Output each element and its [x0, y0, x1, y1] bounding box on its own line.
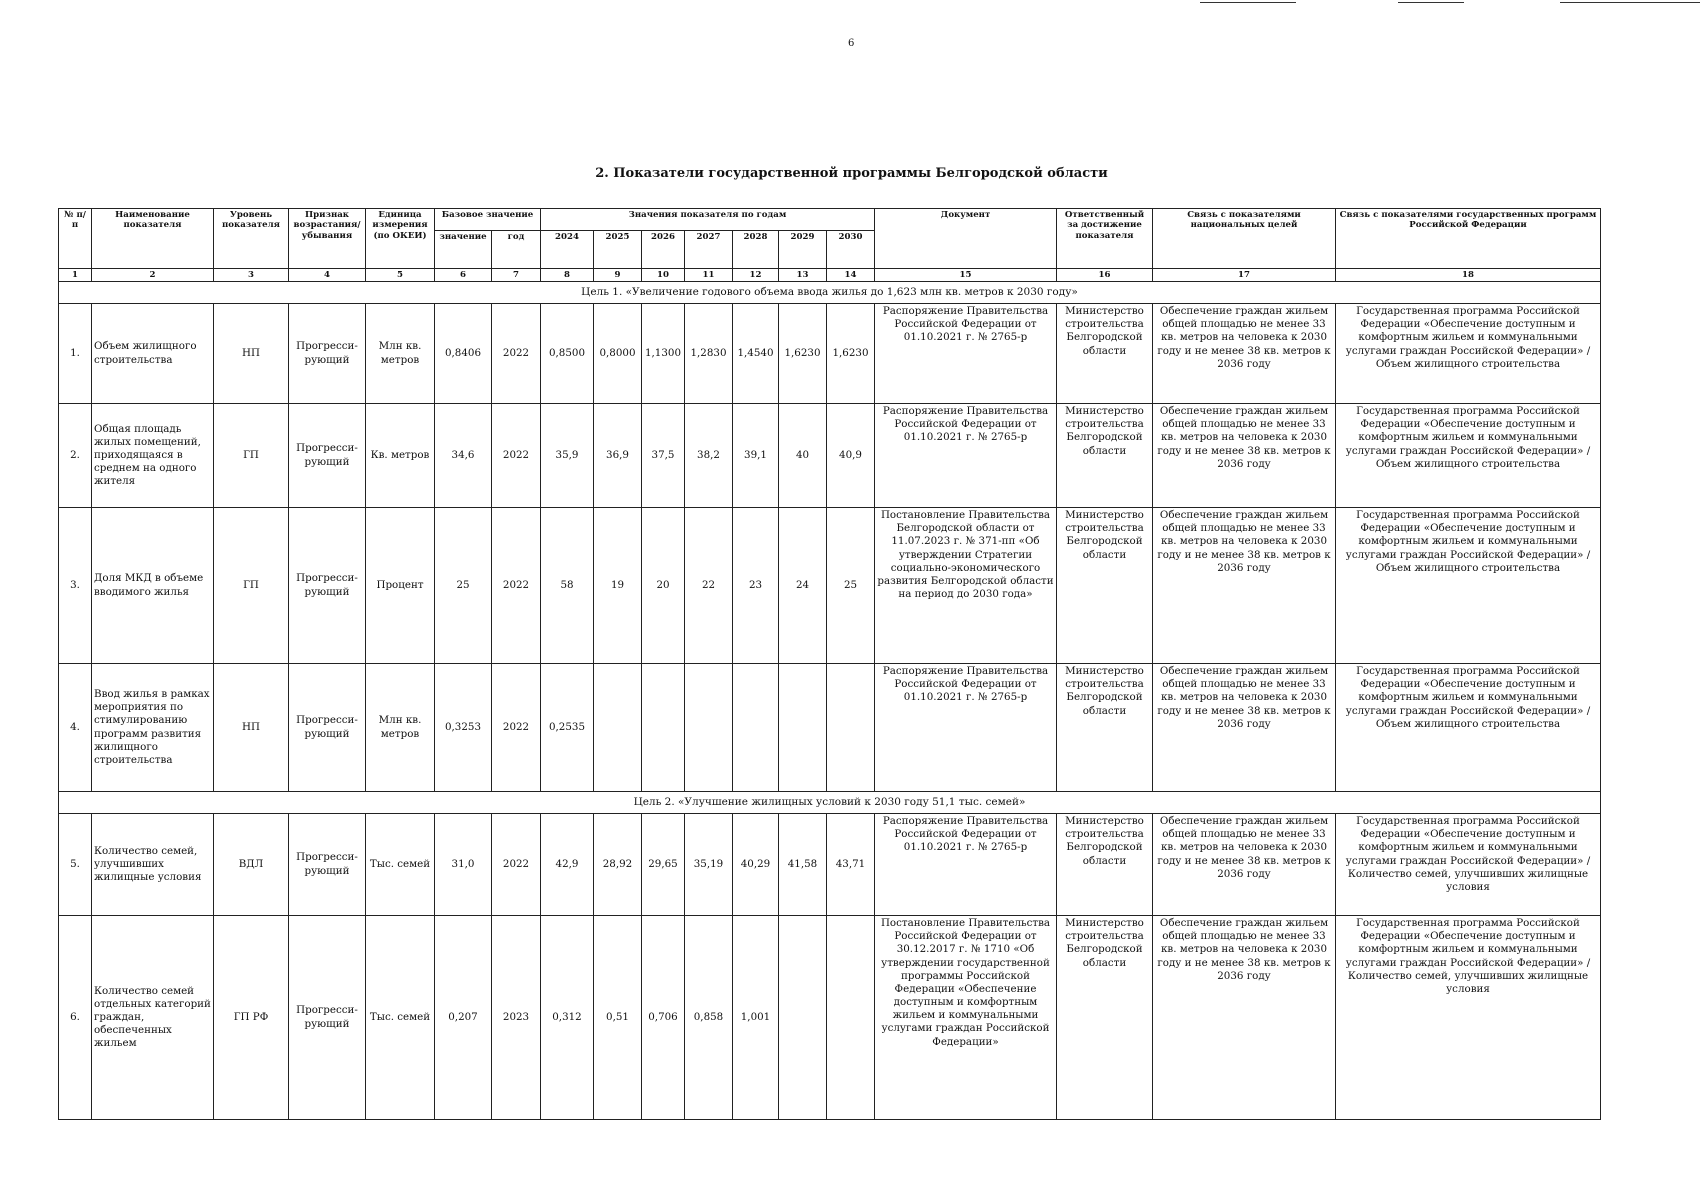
cell-national: Обеспечение граждан жильем общей площадью не менее 33 кв. метров на человека к 2030 году и не менее 38 кв. метров к 2036 году: [1153, 304, 1336, 404]
cell-num: 2.: [59, 404, 92, 508]
column-number: 5: [366, 269, 435, 282]
cell-document: Распоряжение Правительства Российской Федерации от 01.10.2021 г. № 2765-р: [875, 814, 1057, 916]
cell-national: Обеспечение граждан жильем общей площадью не менее 33 кв. метров на человека к 2030 году и не менее 38 кв. метров к 2036 году: [1153, 664, 1336, 792]
cell-value: 38,2: [685, 404, 733, 508]
cell-base-value: 34,6: [435, 404, 492, 508]
cell-base-year: 2023: [492, 916, 541, 1120]
column-numbers-row: [59, 269, 1601, 282]
cell-value: 43,71: [827, 814, 875, 916]
cell-trend: Прогресси-рующий: [289, 304, 366, 404]
cell-num: 1.: [59, 304, 92, 404]
cell-trend: Прогресси-рующий: [289, 814, 366, 916]
column-number: 7: [492, 269, 541, 282]
cell-value: [594, 664, 642, 792]
column-number: 1: [59, 269, 92, 282]
cell-document: Распоряжение Правительства Российской Федерации от 01.10.2021 г. № 2765-р: [875, 404, 1057, 508]
cell-value: 35,19: [685, 814, 733, 916]
cell-base-year: 2022: [492, 404, 541, 508]
cell-responsible: Министерство строительства Белгородской области: [1057, 404, 1153, 508]
header-year: 2029: [779, 231, 827, 269]
cell-federal: Государственная программа Российской Федерации «Обеспечение доступным и комфортным жильем и коммунальными услугами граждан Российской Федерации» / Объем жилищного строительства: [1336, 304, 1601, 404]
header-name: Наименование показателя: [92, 209, 214, 269]
header-line: [1200, 2, 1296, 3]
header-base-year: год: [492, 231, 541, 269]
header-num: № п/п: [59, 209, 92, 269]
cell-trend: Прогресси-рующий: [289, 916, 366, 1120]
header-base: Базовое значение: [435, 209, 541, 231]
page-title: 2. Показатели государственной программы Белгородской области: [595, 166, 1108, 181]
cell-num: 5.: [59, 814, 92, 916]
cell-value: 1,1300: [642, 304, 685, 404]
column-number: 2: [92, 269, 214, 282]
cell-name: Доля МКД в объеме вводимого жилья: [92, 508, 214, 664]
column-number: 15: [875, 269, 1057, 282]
header-year: 2025: [594, 231, 642, 269]
column-number: 17: [1153, 269, 1336, 282]
cell-value: 28,92: [594, 814, 642, 916]
cell-responsible: Министерство строительства Белгородской области: [1057, 304, 1153, 404]
table-row: [59, 916, 1601, 1120]
header-unit: Единица измерения (по ОКЕИ): [366, 209, 435, 269]
cell-national: Обеспечение граждан жильем общей площадью не менее 33 кв. метров на человека к 2030 году и не менее 38 кв. метров к 2036 году: [1153, 508, 1336, 664]
cell-value: 25: [827, 508, 875, 664]
cell-value: 29,65: [642, 814, 685, 916]
table-row: [59, 814, 1601, 916]
cell-level: НП: [214, 664, 289, 792]
cell-federal: Государственная программа Российской Федерации «Обеспечение доступным и комфортным жильем и коммунальными услугами граждан Российской Федерации» / Объем жилищного строительства: [1336, 508, 1601, 664]
cell-responsible: Министерство строительства Белгородской области: [1057, 664, 1153, 792]
column-number: 6: [435, 269, 492, 282]
goal-title: Цель 2. «Улучшение жилищных условий к 2030 году 51,1 тыс. семей»: [59, 792, 1601, 814]
cell-document: Постановление Правительства Российской Федерации от 30.12.2017 г. № 1710 «Об утверждении государственной программы Российской Федерации «Обеспечение доступным и комфортным жильем и коммунальными услугами граждан Российской Федерации»: [875, 916, 1057, 1120]
cell-name: Количество семей отдельных категорий граждан, обеспеченных жильем: [92, 916, 214, 1120]
header-year: 2030: [827, 231, 875, 269]
cell-base-value: 0,207: [435, 916, 492, 1120]
header-values: Значения показателя по годам: [541, 209, 875, 231]
cell-value: 40,9: [827, 404, 875, 508]
cell-level: ГП РФ: [214, 916, 289, 1120]
header-federal: Связь с показателями государственных программ Российской Федерации: [1336, 209, 1601, 269]
cell-value: [642, 664, 685, 792]
column-number: 12: [733, 269, 779, 282]
cell-value: 0,51: [594, 916, 642, 1120]
cell-value: 0,8000: [594, 304, 642, 404]
header-year: 2028: [733, 231, 779, 269]
cell-base-value: 31,0: [435, 814, 492, 916]
header-level: Уровень показателя: [214, 209, 289, 269]
cell-federal: Государственная программа Российской Федерации «Обеспечение доступным и комфортным жильем и коммунальными услугами граждан Российской Федерации» / Объем жилищного строительства: [1336, 664, 1601, 792]
column-number: 3: [214, 269, 289, 282]
cell-value: 1,6230: [779, 304, 827, 404]
header-trend: Признак возрастания/ убывания: [289, 209, 366, 269]
goal-title: Цель 1. «Увеличение годового объема ввода жилья до 1,623 млн кв. метров к 2030 году»: [59, 282, 1601, 304]
cell-value: 22: [685, 508, 733, 664]
cell-value: 0,2535: [541, 664, 594, 792]
header-line: [1560, 2, 1700, 3]
header-document: Документ: [875, 209, 1057, 269]
cell-value: 39,1: [733, 404, 779, 508]
cell-value: [827, 916, 875, 1120]
cell-value: 41,58: [779, 814, 827, 916]
cell-value: [779, 664, 827, 792]
header-year: 2024: [541, 231, 594, 269]
cell-unit: Тыс. семей: [366, 814, 435, 916]
cell-responsible: Министерство строительства Белгородской области: [1057, 508, 1153, 664]
table-row: [59, 304, 1601, 404]
column-number: 9: [594, 269, 642, 282]
cell-base-year: 2022: [492, 664, 541, 792]
cell-value: 19: [594, 508, 642, 664]
cell-document: Распоряжение Правительства Российской Федерации от 01.10.2021 г. № 2765-р: [875, 664, 1057, 792]
cell-value: 58: [541, 508, 594, 664]
cell-responsible: Министерство строительства Белгородской области: [1057, 916, 1153, 1120]
cell-level: НП: [214, 304, 289, 404]
column-number: 16: [1057, 269, 1153, 282]
cell-unit: Млн кв. метров: [366, 664, 435, 792]
cell-base-year: 2022: [492, 814, 541, 916]
cell-base-value: 25: [435, 508, 492, 664]
cell-base-year: 2022: [492, 304, 541, 404]
cell-value: [827, 664, 875, 792]
cell-value: [779, 916, 827, 1120]
cell-value: 36,9: [594, 404, 642, 508]
table-row: [59, 508, 1601, 664]
cell-level: ГП: [214, 508, 289, 664]
table-row: [59, 404, 1601, 508]
cell-federal: Государственная программа Российской Федерации «Обеспечение доступным и комфортным жильем и коммунальными услугами граждан Российской Федерации» / Количество семей, улучшивших жилищные условия: [1336, 916, 1601, 1120]
cell-trend: Прогресси-рующий: [289, 508, 366, 664]
cell-value: 37,5: [642, 404, 685, 508]
cell-unit: Млн кв. метров: [366, 304, 435, 404]
cell-federal: Государственная программа Российской Федерации «Обеспечение доступным и комфортным жильем и коммунальными услугами граждан Российской Федерации» / Объем жилищного строительства: [1336, 404, 1601, 508]
goal-row: [59, 792, 1601, 814]
cell-value: 20: [642, 508, 685, 664]
column-number: 10: [642, 269, 685, 282]
cell-value: 0,8500: [541, 304, 594, 404]
header-responsible: Ответственный за достижение показателя: [1057, 209, 1153, 269]
cell-unit: Процент: [366, 508, 435, 664]
column-number: 18: [1336, 269, 1601, 282]
cell-value: 1,4540: [733, 304, 779, 404]
cell-name: Общая площадь жилых помещений, приходящаяся в среднем на одного жителя: [92, 404, 214, 508]
cell-trend: Прогресси-рующий: [289, 404, 366, 508]
header-year: 2027: [685, 231, 733, 269]
cell-base-year: 2022: [492, 508, 541, 664]
cell-federal: Государственная программа Российской Федерации «Обеспечение доступным и комфортным жильем и коммунальными услугами граждан Российской Федерации» / Количество семей, улучшивших жилищные условия: [1336, 814, 1601, 916]
cell-value: 23: [733, 508, 779, 664]
column-number: 14: [827, 269, 875, 282]
cell-value: [733, 664, 779, 792]
cell-level: ГП: [214, 404, 289, 508]
cell-value: 40: [779, 404, 827, 508]
header-base-value: значение: [435, 231, 492, 269]
cell-value: [685, 664, 733, 792]
cell-num: 3.: [59, 508, 92, 664]
cell-name: Объем жилищного строительства: [92, 304, 214, 404]
cell-value: 1,2830: [685, 304, 733, 404]
cell-value: 0,312: [541, 916, 594, 1120]
table-row: [59, 664, 1601, 792]
cell-value: 35,9: [541, 404, 594, 508]
cell-trend: Прогресси-рующий: [289, 664, 366, 792]
cell-value: 42,9: [541, 814, 594, 916]
cell-unit: Кв. метров: [366, 404, 435, 508]
cell-responsible: Министерство строительства Белгородской области: [1057, 814, 1153, 916]
cell-national: Обеспечение граждан жильем общей площадью не менее 33 кв. метров на человека к 2030 году и не менее 38 кв. метров к 2036 году: [1153, 814, 1336, 916]
cell-value: 24: [779, 508, 827, 664]
cell-name: Ввод жилья в рамках мероприятия по стимулированию программ развития жилищного строительства: [92, 664, 214, 792]
header-year: 2026: [642, 231, 685, 269]
page-number: 6: [848, 38, 855, 49]
cell-value: 0,706: [642, 916, 685, 1120]
cell-name: Количество семей, улучшивших жилищные условия: [92, 814, 214, 916]
cell-document: Постановление Правительства Белгородской области от 11.07.2023 г. № 371-пп «Об утверждении Стратегии социально-экономического развития Белгородской области на период до 2030 года»: [875, 508, 1057, 664]
cell-national: Обеспечение граждан жильем общей площадью не менее 33 кв. метров на человека к 2030 году и не менее 38 кв. метров к 2036 году: [1153, 916, 1336, 1120]
cell-level: ВДЛ: [214, 814, 289, 916]
goal-row: [59, 282, 1601, 304]
header-line: [1398, 2, 1464, 3]
cell-document: Распоряжение Правительства Российской Федерации от 01.10.2021 г. № 2765-р: [875, 304, 1057, 404]
column-number: 11: [685, 269, 733, 282]
cell-value: 1,6230: [827, 304, 875, 404]
cell-value: 0,858: [685, 916, 733, 1120]
column-number: 13: [779, 269, 827, 282]
indicators-table: [58, 208, 1601, 1120]
column-number: 4: [289, 269, 366, 282]
cell-value: 1,001: [733, 916, 779, 1120]
cell-base-value: 0,8406: [435, 304, 492, 404]
header-national: Связь с показателями национальных целей: [1153, 209, 1336, 269]
cell-value: 40,29: [733, 814, 779, 916]
column-number: 8: [541, 269, 594, 282]
cell-unit: Тыс. семей: [366, 916, 435, 1120]
cell-base-value: 0,3253: [435, 664, 492, 792]
cell-national: Обеспечение граждан жильем общей площадью не менее 33 кв. метров на человека к 2030 году и не менее 38 кв. метров к 2036 году: [1153, 404, 1336, 508]
cell-num: 6.: [59, 916, 92, 1120]
cell-num: 4.: [59, 664, 92, 792]
